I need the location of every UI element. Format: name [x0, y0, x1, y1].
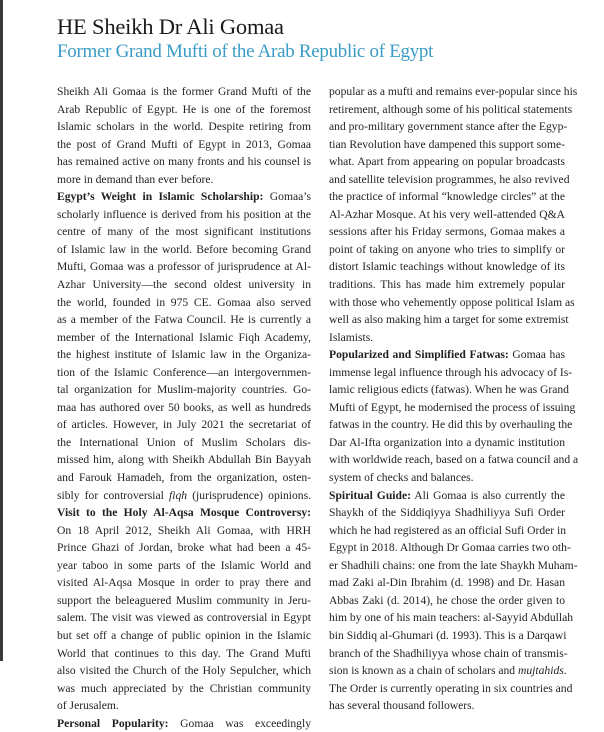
- text-line: [57, 592, 311, 610]
- line-text: was much appreciated by the Christian community: [57, 681, 311, 695]
- line-text: Ali Gomaa is also currently the: [410, 488, 565, 502]
- text-line: [57, 276, 311, 294]
- text-line: [57, 434, 311, 452]
- line-text: Prince Ghazi of Jordan, broke what had been a 45-: [57, 541, 311, 555]
- text-line: [57, 451, 311, 469]
- text-line: [329, 399, 576, 417]
- line-text: more in demand than ever before.: [57, 172, 214, 186]
- line-text: of articles. However, in July 2021 the secretariat of: [57, 418, 311, 432]
- line-text: salem. The visit was viewed as controversial in Egypt: [57, 611, 311, 625]
- text-line: [329, 83, 578, 101]
- line-text: point of taking on anyone who tries to simplify or: [329, 242, 565, 256]
- line-text: er Shadhili chains: one from the late Shaykh Muham-: [329, 558, 578, 572]
- line-text: tion of the Islamic Conference—an intergovernmen-: [57, 365, 311, 379]
- text-line: [57, 258, 311, 276]
- text-line: [57, 469, 311, 487]
- line-text: the world, founded in 975 CE. Gomaa also served: [57, 295, 311, 309]
- text-line: [329, 645, 568, 663]
- text-line: [329, 680, 573, 698]
- line-text: sion is known as a chain of scholars and: [329, 664, 519, 678]
- text-line: [57, 171, 311, 189]
- text-line: [57, 381, 311, 399]
- line-text: Dar Al-Ifta organization into a dynamic institution: [329, 435, 565, 449]
- text-line: [57, 697, 311, 715]
- text-line: [329, 101, 573, 119]
- text-line: [329, 469, 565, 487]
- text-line: [57, 627, 311, 645]
- line-text: member of the International Islamic Fiqh Academy,: [57, 330, 311, 344]
- text-line: [57, 223, 311, 241]
- line-text: Gomaa was exceedingly: [168, 716, 312, 730]
- text-line: [57, 136, 311, 154]
- line-text: Mufti, Gomaa was a professor of jurisprudence at Al-: [57, 260, 311, 274]
- text-line: [57, 329, 311, 347]
- text-line: [329, 346, 565, 364]
- text-line: [329, 153, 565, 171]
- text-line: [329, 592, 565, 610]
- text-line: [57, 416, 311, 434]
- line-text: scholarly influence is derived from his position at the: [57, 207, 311, 221]
- text-line: [57, 609, 311, 627]
- text-line: [329, 522, 565, 540]
- line-text: what. Apart from appearing on popular broadcasts: [329, 155, 565, 169]
- text-line: [329, 364, 573, 382]
- line-text: immense legal influence through his advocacy of Is-: [329, 365, 573, 379]
- line-text: also visited the Church of the Holy Sepulcher, which: [57, 664, 311, 678]
- text-line: [329, 118, 568, 136]
- section-heading: Egypt’s Weight in Islamic Scholarship:: [57, 190, 264, 204]
- text-line: [57, 101, 311, 119]
- line-text: Sheikh Ali Gomaa is the former Grand Mufti of the: [57, 85, 311, 98]
- text-line: [57, 346, 311, 364]
- line-text: the International Union of Muslim Scholars dis-: [57, 435, 311, 449]
- line-text: bin Siddiq al-Ghumari (d. 1993). This is a Darqawi: [329, 628, 567, 642]
- line-text: and pro-military government stance after the Egyp-: [329, 120, 568, 134]
- text-line: [57, 364, 311, 382]
- text-line: [57, 522, 311, 540]
- text-line: [329, 258, 565, 276]
- line-text: tal organization for Muslim-majority countries. Go-: [57, 383, 311, 397]
- text-line: [329, 539, 571, 557]
- line-text: sibly for controversial: [57, 488, 170, 502]
- text-line: [57, 557, 311, 575]
- text-line: [329, 434, 565, 452]
- text-line: [57, 399, 311, 417]
- line-text: Shaykh of the Siddiqiyya Shadhiliyya Sufi Order: [329, 506, 565, 520]
- text-line: [329, 241, 565, 259]
- text-line: [329, 206, 565, 224]
- line-text: Gomaa has: [508, 348, 565, 362]
- line-text: with those who vehemently oppose political Islam as: [329, 295, 575, 309]
- line-text: but set off a change of public opinion in the Islamic: [57, 628, 311, 642]
- line-text: and Farouk Hamadeh, from the organization, osten-: [57, 471, 311, 485]
- line-text: distort Islamic teachings without knowledge of its: [329, 260, 565, 274]
- page-subtitle: Former Grand Mufti of the Arab Republic of Egypt: [57, 41, 434, 62]
- text-line: [329, 136, 565, 154]
- line-text: with worldwide reach, based on a fatwa council and a: [329, 453, 579, 467]
- line-text: has several thousand followers.: [329, 699, 475, 713]
- line-text: Arab Republic of Egypt. He is one of the foremost: [57, 102, 311, 116]
- italic-term: fiqh: [169, 488, 188, 502]
- section-heading: Spiritual Guide:: [329, 488, 411, 502]
- line-text: Al-Azhar Mosque. At his very well-attended Q&A: [329, 207, 565, 221]
- line-text: World that continues to this day. The Grand Mufti: [57, 646, 311, 660]
- text-line: [329, 381, 569, 399]
- line-text: visited Al-Aqsa Mosque in order to pray there and: [57, 576, 311, 590]
- line-text: Azhar University—the second oldest university in: [57, 278, 311, 292]
- line-text: lamic religious edicts (fatwas). When he was Grand: [329, 383, 569, 397]
- line-text: (jurisprudence) opinions.: [187, 488, 311, 502]
- line-text: Abbas Zaki (d. 2014), he chose the order given to: [329, 593, 565, 607]
- line-text: him by one of his main teachers: al-Sayyid Abdullah: [329, 611, 574, 625]
- text-line: [329, 329, 565, 347]
- line-text: support the beleaguered Muslim community in Jeru-: [57, 593, 311, 607]
- line-text: popular as a mufti and remains ever-popular since his: [329, 85, 578, 98]
- line-text: and satellite television programmes, he also revived: [329, 172, 570, 186]
- line-text: mad Zaki al-Din Ibrahim (d. 1998) and Dr. Hasan: [329, 576, 565, 590]
- line-text: which he had registered as an official Sufi Order in: [329, 523, 567, 537]
- text-line: [329, 223, 565, 241]
- line-text: of Islamic law in the world. Before becoming Grand: [57, 242, 311, 256]
- text-line: [57, 504, 311, 522]
- text-line: [329, 487, 565, 505]
- text-line: [57, 83, 311, 101]
- right-column: [329, 83, 579, 715]
- text-line: [57, 118, 311, 136]
- left-column: [57, 83, 311, 732]
- line-text: the post of Grand Mufti of Egypt in 2013, Gomaa: [57, 137, 311, 151]
- line-text: .: [563, 664, 567, 678]
- text-line: [329, 557, 578, 575]
- section-heading: Personal Popularity:: [57, 716, 169, 730]
- text-line: [329, 504, 565, 522]
- line-text: Gomaa’s: [263, 190, 311, 204]
- line-text: the highest institute of Islamic law in the Organiza-: [57, 348, 311, 362]
- text-line: [329, 416, 573, 434]
- text-line: [329, 662, 565, 680]
- text-line: [57, 294, 311, 312]
- text-line: [329, 609, 574, 627]
- text-line: [329, 451, 579, 469]
- section-heading: Visit to the Holy Al-Aqsa Mosque Controversy:: [57, 506, 311, 520]
- line-text: sessions after his Friday sermons, Gomaa makes a: [329, 225, 565, 239]
- text-line: [329, 188, 565, 206]
- line-text: Egypt in 2018. Although Dr Gomaa carries two oth-: [329, 541, 571, 555]
- text-line: [57, 487, 311, 505]
- italic-term: mujtahids: [518, 664, 564, 678]
- text-line: [57, 715, 311, 732]
- line-text: Islamic scholars in the world. Despite retiring from: [57, 120, 311, 134]
- line-text: year taboo in some parts of the Islamic World and: [57, 558, 311, 572]
- line-text: The Order is currently operating in six countries and: [329, 681, 573, 695]
- text-line: [329, 311, 569, 329]
- text-line: [329, 171, 570, 189]
- line-text: the practice of informal “knowledge circles” at the: [329, 190, 565, 204]
- line-text: missed him, along with Sheikh Abdullah Bin Bayyah: [57, 453, 311, 467]
- line-text: Mufti of Egypt, he modernised the process of issuing: [329, 400, 576, 414]
- line-text: of Jerusalem.: [57, 699, 119, 713]
- text-line: [329, 574, 565, 592]
- text-line: [57, 206, 311, 224]
- text-line: [57, 188, 311, 206]
- text-line: [329, 276, 565, 294]
- line-text: maa has authored over 50 books, as well as hundreds: [57, 400, 311, 414]
- line-text: has remained active on many fronts and his counsel is: [57, 155, 311, 169]
- line-text: centre of many of the most significant institutions: [57, 225, 311, 239]
- section-heading: Popularized and Simplified Fatwas:: [329, 348, 509, 362]
- text-line: [57, 662, 311, 680]
- line-text: On 18 April 2012, Sheikh Ali Gomaa, with HRH: [57, 523, 311, 537]
- text-line: [57, 311, 311, 329]
- text-line: [329, 697, 565, 715]
- page-title: HE Sheikh Dr Ali Gomaa: [57, 14, 284, 39]
- line-text: Islamists.: [329, 330, 374, 344]
- text-line: [57, 153, 311, 171]
- line-text: retirement, although some of his political statements: [329, 102, 573, 116]
- line-text: well as also making him a target for some extremist: [329, 313, 569, 327]
- line-text: branch of the Shadhiliyya whose chain of transmis-: [329, 646, 568, 660]
- line-text: system of checks and balances.: [329, 471, 474, 485]
- text-line: [57, 645, 311, 663]
- page-edge-rule: [0, 0, 3, 661]
- line-text: fatwas in the country. He did this by overhauling the: [329, 418, 573, 432]
- line-text: as a member of the Fatwa Council. He is currently a: [57, 313, 311, 327]
- text-line: [57, 241, 311, 259]
- line-text: tian Revolution have dampened this support some-: [329, 137, 565, 151]
- text-line: [57, 574, 311, 592]
- line-text: traditions. This has made him extremely popular: [329, 278, 565, 292]
- text-line: [329, 294, 575, 312]
- text-line: [329, 627, 565, 645]
- text-line: [57, 680, 311, 698]
- text-line: [57, 539, 311, 557]
